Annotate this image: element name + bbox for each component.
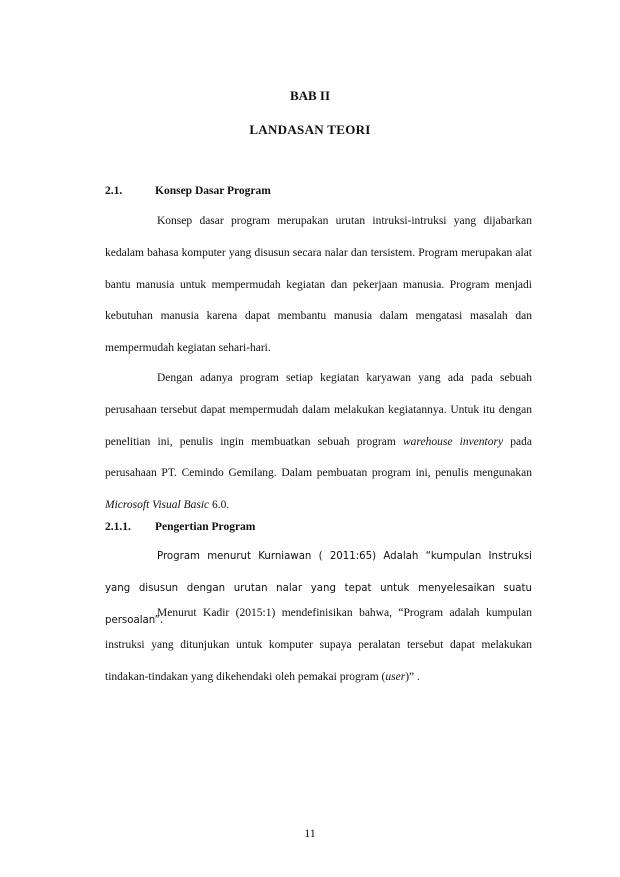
section-number: 2.1.1. <box>105 521 131 533</box>
paragraph-text: Dengan adanya program setiap kegiatan karyawan yang ada pada sebuah perusahaan tersebut dapat mempermudah dalam melakukan kegiatannya. Untuk itu dengan penelitian ini, penulis ingin membuatkan sebuah program <box>105 372 532 448</box>
section-title: Pengertian Program <box>155 521 256 533</box>
italic-term: user <box>385 670 406 683</box>
paragraph-text: )” . <box>405 670 420 683</box>
paragraph-konsep: Konsep dasar program merupakan urutan intruksi-intruksi yang dijabarkan kedalam bahasa komputer yang disusun secara nalar dan tersistem. Program merupakan alat bantu manusia untuk mempermudah kegiatan dan pekerjaan manusia. Program menjadi kebutuhan manusia karena dapat membantu manusia dalam mengatasi masalah dan mempermudah kegiatan sehari-hari. <box>105 215 532 355</box>
page-number: 11 <box>304 826 316 840</box>
section-heading-2-1 <box>105 185 271 197</box>
paragraph-program-purpose <box>105 363 532 522</box>
chapter-label: BAB II <box>289 88 331 103</box>
chapter-title: LANDASAN TEORI <box>249 122 371 137</box>
paragraph-kurniawan: Program menurut Kurniawan ( 2011:65) Adalah “kumpulan Instruksi yang disusun dengan urutan nalar yang tepat untuk menyelesaikan suatu persoalan”. <box>105 551 532 626</box>
italic-term: Microsoft Visual Basic <box>105 499 210 512</box>
section-number: 2.1. <box>105 185 123 197</box>
section-title: Konsep Dasar Program <box>155 185 271 197</box>
section-heading-2-1-1 <box>105 521 255 533</box>
paragraph-text: 6.0. <box>209 499 230 512</box>
italic-term: warehouse inventory <box>403 435 504 448</box>
paragraph-kadir <box>105 598 532 693</box>
paragraph-text: pada perusahaan PT. Cemindo Gemilang. Dalam pembuatan program ini, penulis mengunakan <box>105 435 532 480</box>
paragraph-text: Menurut Kadir (2015:1) mendefinisikan bahwa, “Program adalah kumpulan instruksi yang ditunjukan untuk komputer supaya peralatan tersebut dapat melakukan tindakan-tindakan yang dikehendaki oleh pemakai program ( <box>105 607 532 683</box>
